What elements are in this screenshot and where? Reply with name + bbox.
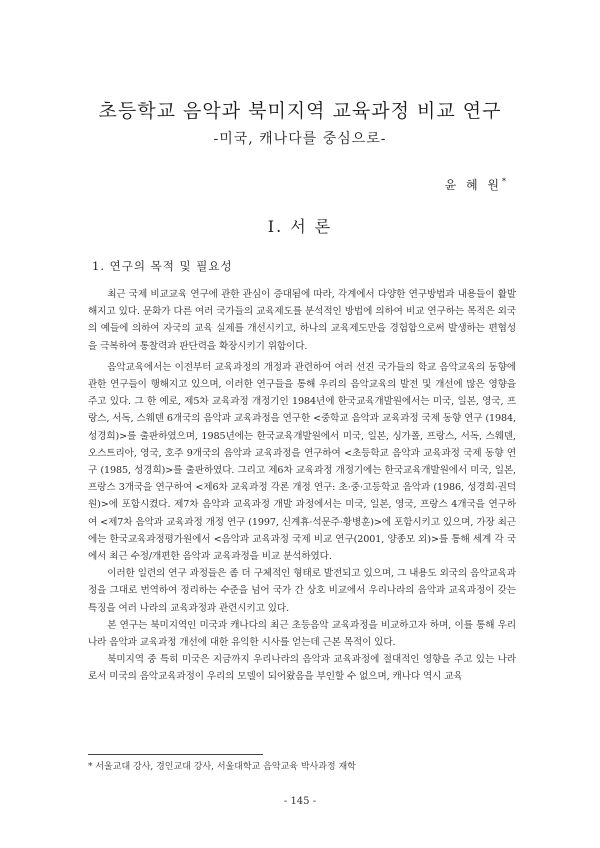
body-text xyxy=(88,286,516,686)
page-number: - 145 - xyxy=(283,796,317,807)
paragraph: 이러한 일련의 연구 과정들은 좀 더 구체적인 형태로 발전되고 있으며, 그 내용도 외국의 음악교육과정을 그대로 번역하여 정리하는 수준을 넘어 국가 간 상호 비교에서 우리나라의 음악과 교육과정이 갖는 특징을 여러 나라의 교육과정과 관련시키고 있다. xyxy=(88,568,516,614)
footnote-divider xyxy=(88,754,263,755)
footnote: * 서울교대 강사, 경인교대 강사, 서울대학교 음악교육 박사과정 재학 xyxy=(88,762,356,772)
subsection-heading: 1. 연구의 목적 및 필요성 xyxy=(92,259,233,273)
paper-subtitle: -미국, 캐나다를 중심으로- xyxy=(213,131,387,147)
paragraph: 북미지역 중 특히 미국은 지금까지 우리나라의 음악과 교육과정에 절대적인 영향을 주고 있는 나라로서 미국의 음악교육과정이 우리의 모델이 되어왔음을 부인할 수 없으며, 캐나다 역시 교육 xyxy=(88,654,516,683)
author-footnote-mark: * xyxy=(502,177,506,186)
paragraph: 음악교육에서는 이전부터 교육과정의 개정과 관련하여 여러 선진 국가들의 학교 음악교육의 동향에 관한 연구들이 행해지고 있으며, 이러한 연구들을 통해 우리의 음악교육의 발전 및 개선에 많은 영향을 주고 있다. 그 한 예로, 제5차 교육과정 개정기인 1984년에 한국교육개발원에서는 미국, 일본, 영국, 프랑스, 서독, 스웨덴 6개국의 음악과 교육과정을 연구한 <중학교 음악과 교육과정 국제 동향 연구 (1984, 성경희)>를 출판하였으며, 1985년에는 한국교육개발원에서 미국, 일본, 싱가폴, 프랑스, 서독, 스웨덴, 오스트리아, 영국, 호주 9개국의 음악과 교육과정을 연구하여 <초등학교 음악과 교육과정 국제 동향 연구 (1985, 성경희)>를 출판하였다. 그리고 제6차 교육과정 개정기에는 한국교육개발원에서 미국, 일본, 프랑스 3개국을 연구하여 <제6차 교육과정 각론 개정 연구: 초·중·고등학교 음악과 (1986, 성경희·권덕원)>에 포함시켰다. 제7차 음악과 교육과정 개발 과정에서는 미국, 일본, 영국, 프랑스 4개국을 연구하여 <제7차 음악과 교육과정 개정 연구 (1997, 신계휴·석문주·황병훈)>에 포함시키고 있으며, 가장 최근에는 한국교육과정평가원에서 <음악과 교육과정 국제 비교 연구(2001, 양종모 외)>를 통해 세계 각 국에서 최근 수정/개편한 음악과 교육과정을 비교 분석하였다. xyxy=(88,361,516,563)
author-name-text: 윤 혜 원 xyxy=(444,178,502,192)
paper-title: 초등학교 음악과 북미지역 교육과정 비교 연구 xyxy=(98,100,502,122)
section-heading: I. 서 론 xyxy=(267,217,333,236)
paragraph: 최근 국제 비교교육 연구에 관한 관심이 증대됨에 따라, 각계에서 다양한 연구방법과 내용들이 활발해지고 있다. 문화가 다른 여러 국가들의 교육제도를 분석적인 방법에 의하여 비교 연구하는 목적은 외국의 예들에 의하여 자국의 교육 실제를 개선시키고, 하나의 교육제도만을 경험함으로써 발생하는 편협성을 극복하여 통찰력과 판단력을 확장시키기 위함이다. xyxy=(88,289,516,352)
paragraph: 본 연구는 북미지역인 미국과 캐나다의 최근 초등음악 교육과정을 비교하고자 하며, 이를 통해 우리나라 음악과 교육과정 개선에 대한 유익한 시사를 얻는데 근본 목적이 있다. xyxy=(88,619,516,649)
author-name xyxy=(445,176,506,193)
